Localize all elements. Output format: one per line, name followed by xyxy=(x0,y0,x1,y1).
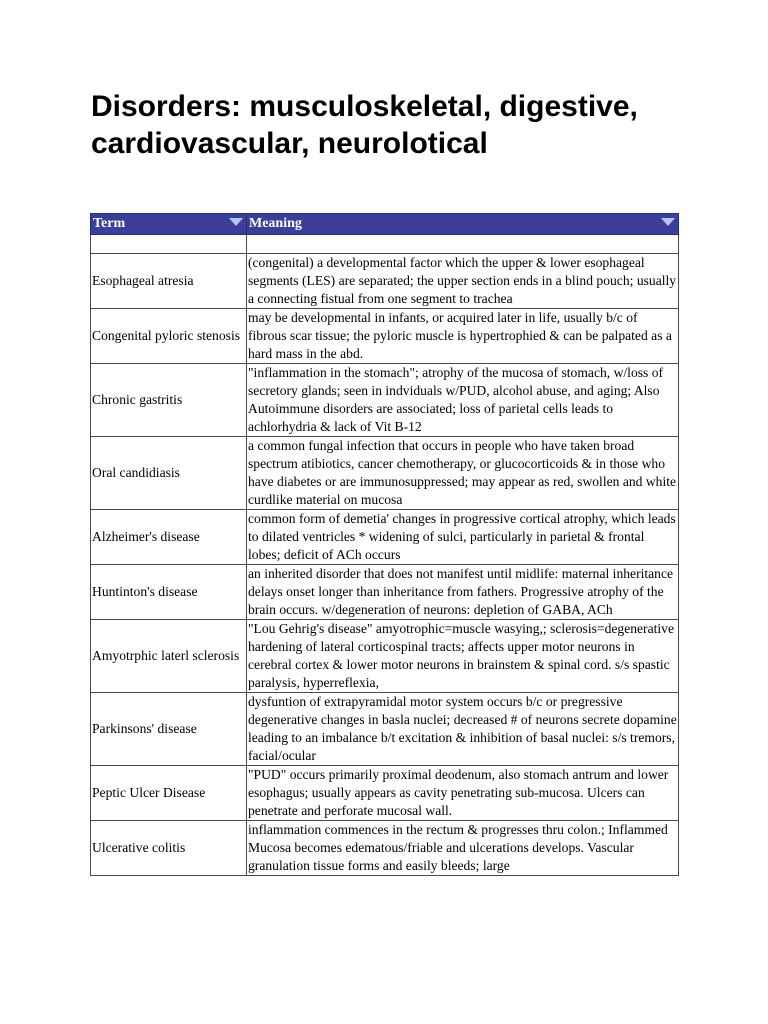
meaning-cell: dysfuntion of extrapyramidal motor system occurs b/c or pregressive degenerative changes in basla nuclei; decreased # of neurons secrete dopamine leading to an imbalance b/t excitation & inhibition of basal nuclei: s/s tremors, facial/ocular xyxy=(247,693,679,766)
table-row xyxy=(91,235,679,254)
page-title: Disorders: musculoskeletal, digestive, cardiovascular, neurolotical xyxy=(91,90,638,160)
table-row xyxy=(91,620,679,693)
table-row xyxy=(91,254,679,309)
meaning-cell xyxy=(247,235,679,254)
term-cell: Huntinton's disease xyxy=(91,565,247,620)
table-row xyxy=(91,309,679,364)
table-header-row xyxy=(91,214,679,235)
meaning-cell: "inflammation in the stomach"; atrophy of the mucosa of stomach, w/loss of secretory glands; seen in indviduals w/PUD, alcohol abuse, and aging; Also Autoimmune disorders are associated; loss of parietal cells leads to achlorhydria & lack of Vit B-12 xyxy=(247,364,679,437)
table-row xyxy=(91,565,679,620)
dropdown-arrow-icon[interactable] xyxy=(229,218,243,226)
term-cell: Congenital pyloric stenosis xyxy=(91,309,247,364)
term-cell: Chronic gastritis xyxy=(91,364,247,437)
term-cell: Peptic Ulcer Disease xyxy=(91,766,247,821)
meaning-cell: common form of demetia' changes in progressive cortical atrophy, which leads to dilated ventricles * widening of sulci, particularly in parietal & frontal lobes; deficit of ACh occurs xyxy=(247,510,679,565)
table-row xyxy=(91,821,679,876)
meaning-cell: a common fungal infection that occurs in people who have taken broad spectrum atibiotics, cancer chemotherapy, or glucocorticoids & in those who have diabetes or are immunosuppressed; may appear as red, swollen and white curdlike material on mucosa xyxy=(247,437,679,510)
term-cell: Parkinsons' disease xyxy=(91,693,247,766)
dropdown-arrow-icon[interactable] xyxy=(661,218,675,226)
term-cell xyxy=(91,235,247,254)
column-header-meaning[interactable] xyxy=(247,214,679,235)
table-row xyxy=(91,693,679,766)
table-row xyxy=(91,766,679,821)
meaning-cell: "Lou Gehrig's disease" amyotrophic=muscle wasying,; sclerosis=degenerative hardening of lateral corticospinal tracts; affects upper motor neurons in cerebral cortex & lower motor neurons in brainstem & spinal cord. s/s spastic paralysis, hyperreflexia, xyxy=(247,620,679,693)
table-row xyxy=(91,437,679,510)
meaning-cell: inflammation commences in the rectum & progresses thru colon.; Inflammed Mucosa becomes edematous/friable and ulcerations develops. Vascular granulation tissue forms and easily bleeds; large xyxy=(247,821,679,876)
column-header-term-label: Term xyxy=(93,216,126,231)
term-cell: Amyotrphic laterl sclerosis xyxy=(91,620,247,693)
term-cell: Oral candidiasis xyxy=(91,437,247,510)
disorders-table xyxy=(90,213,679,876)
term-cell: Alzheimer's disease xyxy=(91,510,247,565)
meaning-cell: (congenital) a developmental factor which the upper & lower esophageal segments (LES) are separated; the upper section ends in a blind pouch; usually a connecting fistual from one segment to trachea xyxy=(247,254,679,309)
meaning-cell: an inherited disorder that does not manifest until midlife: maternal inheritance delays onset longer than inheritance from fathers. Progressive atrophy of the brain occurs. w/degeneration of neurons: depletion of GABA, ACh xyxy=(247,565,679,620)
term-cell: Esophageal atresia xyxy=(91,254,247,309)
column-header-term[interactable] xyxy=(91,214,247,235)
column-header-meaning-label: Meaning xyxy=(249,216,302,231)
meaning-cell: may be developmental in infants, or acquired later in life, usually b/c of fibrous scar tissue; the pyloric muscle is hypertrophied & can be palpated as a hard mass in the abd. xyxy=(247,309,679,364)
table-row xyxy=(91,510,679,565)
term-cell: Ulcerative colitis xyxy=(91,821,247,876)
meaning-cell: "PUD" occurs primarily proximal deodenum, also stomach antrum and lower esophagus; usually appears as cavity penetrating sub-mucosa. Ulcers can penetrate and perforate mucosal wall. xyxy=(247,766,679,821)
table-row xyxy=(91,364,679,437)
